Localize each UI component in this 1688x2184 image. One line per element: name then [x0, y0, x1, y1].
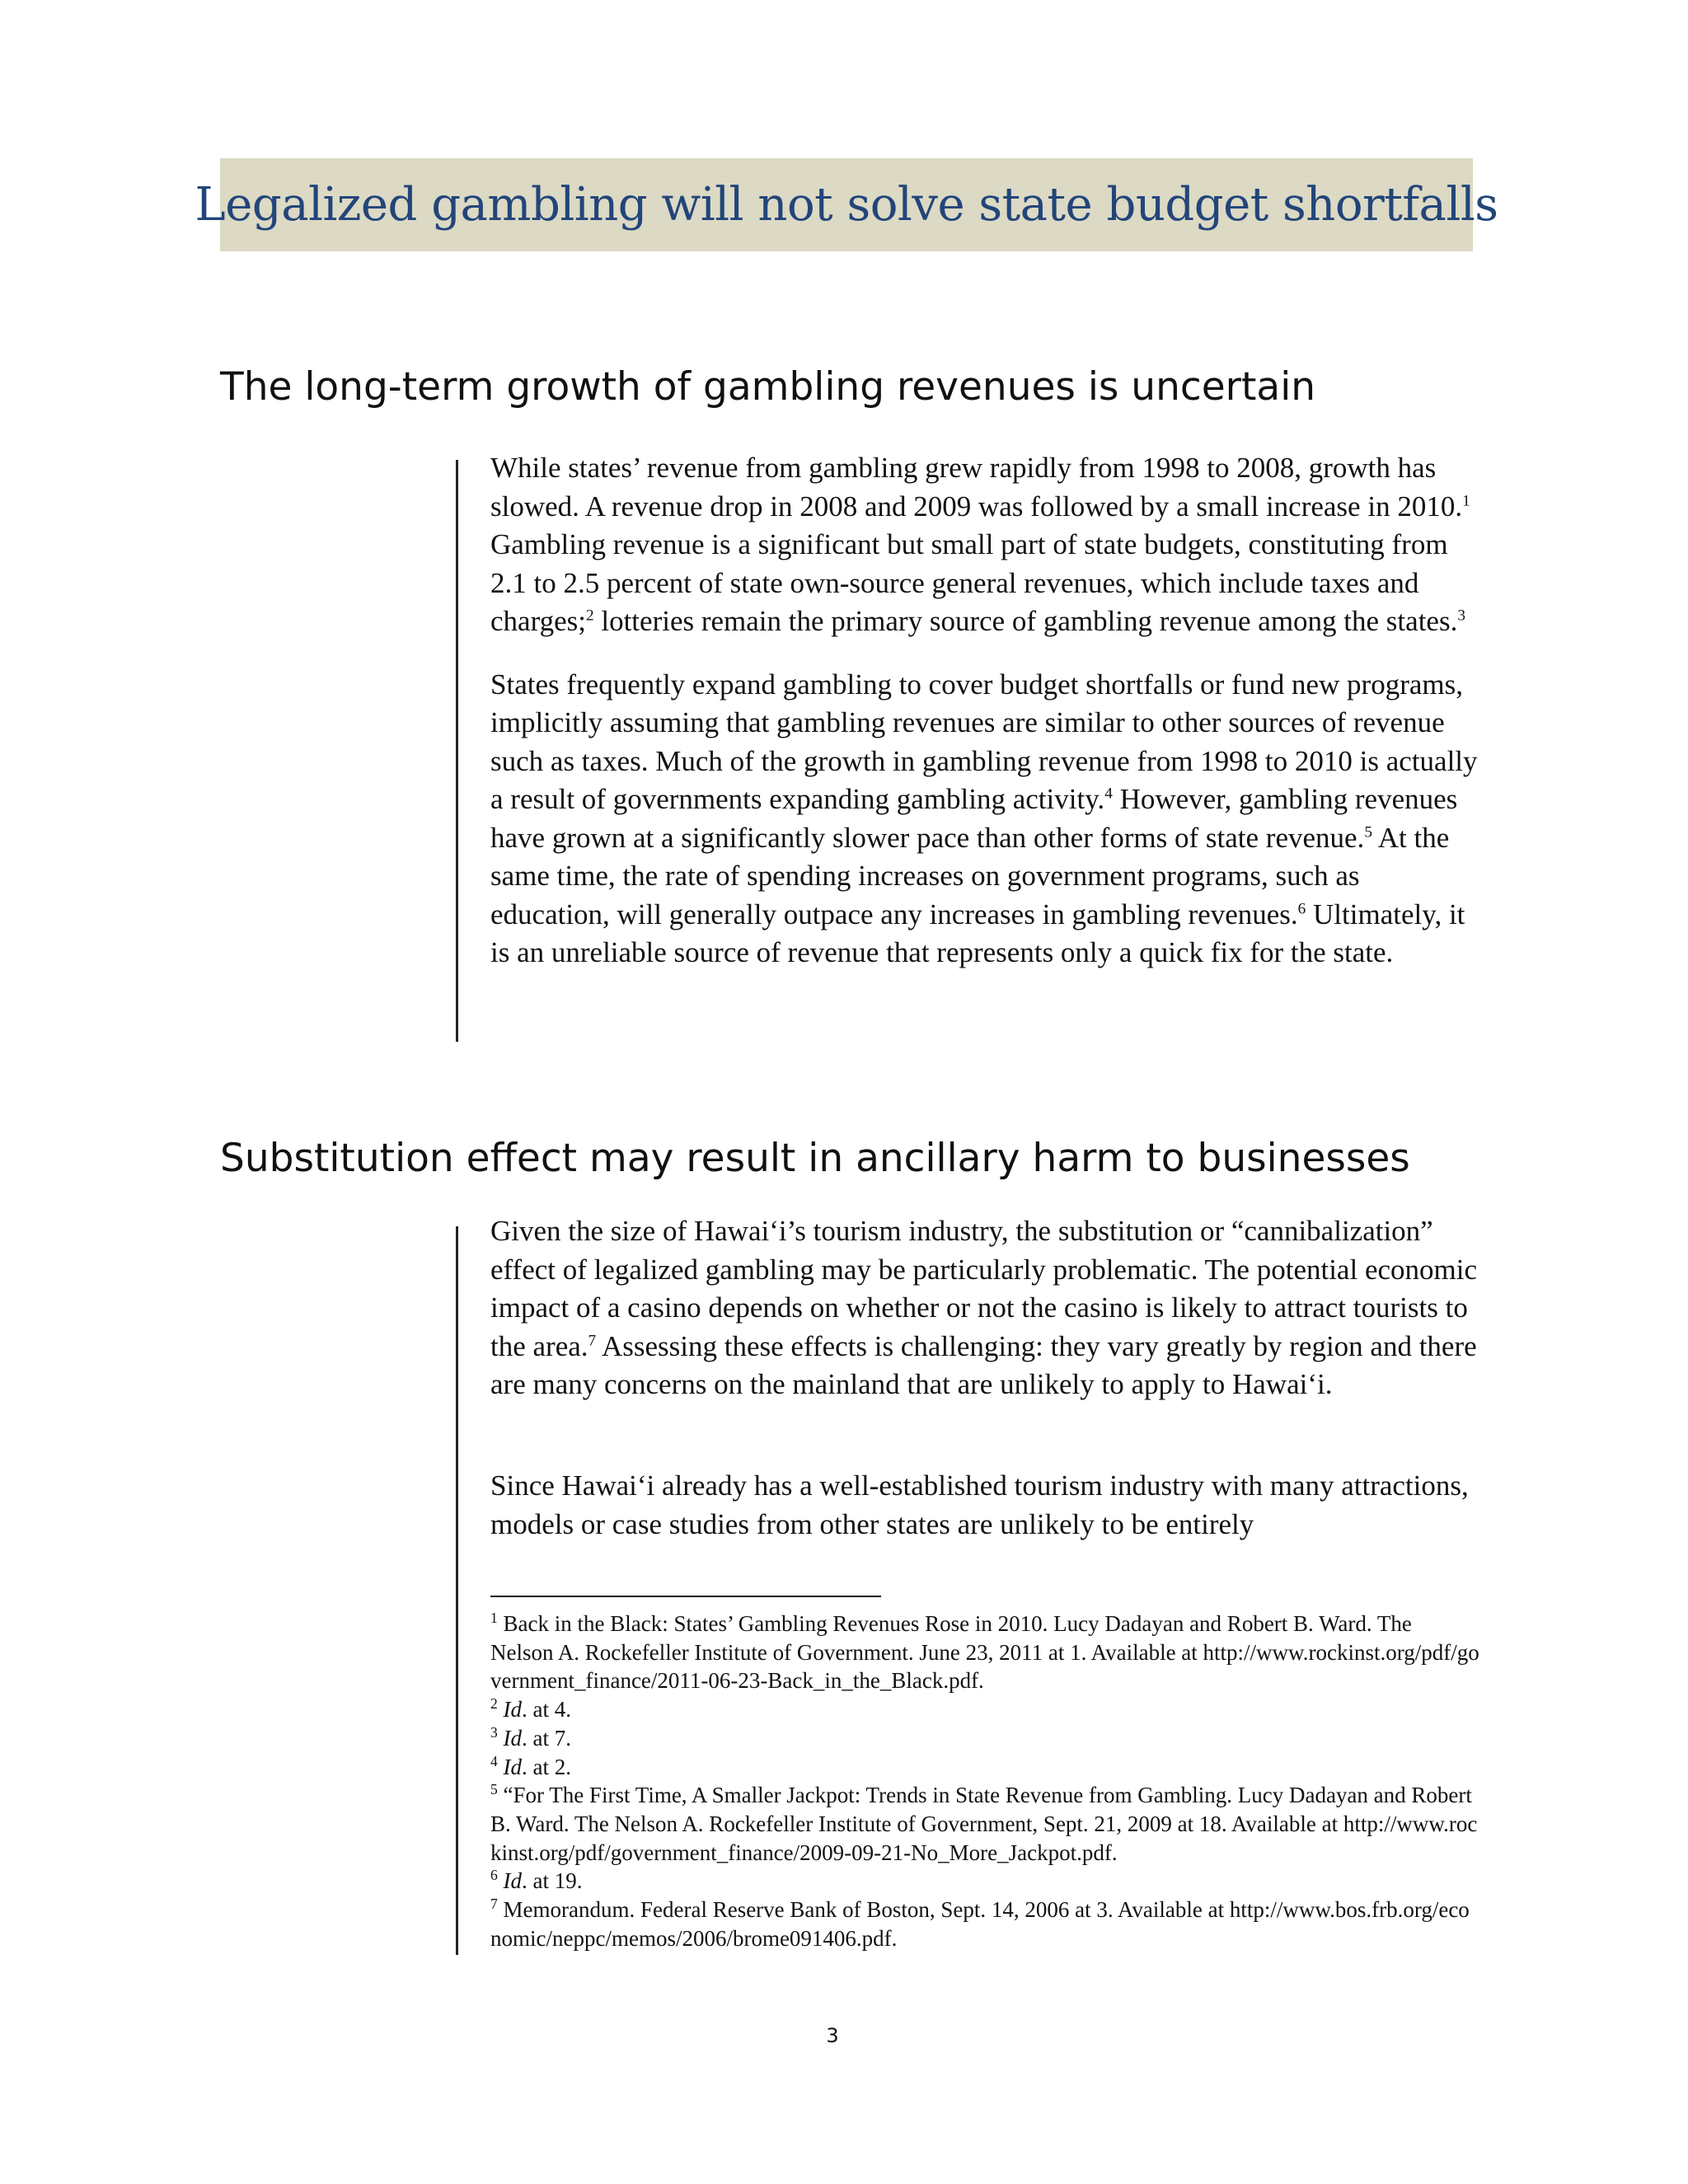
footnote-link[interactable]: http://www.rockinst.org/pdf/government_finance/2009-09-21-No_More_Jackpot.pdf.: [490, 1811, 1478, 1865]
footnote: $^1$ Back in the Black: States’ Gambling Revenues Rose in 2010. Lucy Dadayan and Robert B. Ward. The Nelson A. Rockefeller Institute of Government. June 23, 2011 at 1. Available at http://www.rockinst.org/pdf/government_finance/2011-06-23-Back_in_the_Black.pdf.: [490, 1610, 1479, 1694]
title-banner: [195, 158, 1498, 251]
section-2-vertical-rule: [456, 1226, 458, 1955]
section-2-body-continued: [490, 1467, 1479, 1568]
footnotes: [490, 1610, 1479, 1952]
footnote-ref[interactable]: 2: [585, 607, 594, 625]
paragraph: States frequently expand gambling to cover budget shortfalls or fund new programs, implicitly assuming that gambling revenues are similar to other sources of revenue such as taxes. Much of the growth in gambling revenue from 1998 to 2010 is actually a result of governments expanding gambling activity.$^4$ However, gambling revenues have grown at a significantly slower pace than other forms of state revenue.$^5$ At the same time, the rate of spending increases on government programs, such as education, will generally outpace any increases in gambling revenues.$^6$ Ultimately, it is an unreliable source of revenue that represents only a quick fix for the state.: [490, 668, 1478, 968]
footnote-ref[interactable]: 1: [1462, 491, 1470, 509]
footnote-link[interactable]: http://www.bos.frb.org/economic/neppc/memos/2006/brome091406.pdf.: [490, 1897, 1470, 1951]
footnote: $^4$ Id. at 2.: [490, 1752, 572, 1779]
footnote-ref[interactable]: 3: [1457, 607, 1465, 625]
footnote-ref[interactable]: 5: [1364, 823, 1372, 841]
footnote-link[interactable]: http://www.rockinst.org/pdf/government_finance/2011-06-23-Back_in_the_Black.pdf.: [490, 1639, 1479, 1694]
section-heading-gambling-revenue-growth: The long-term growth of gambling revenues is uncertain: [220, 364, 1316, 410]
paragraph: Since Hawai‘i already has a well-established tourism industry with many attractions, models or case studies from other states are unlikely to be entirely: [490, 1469, 1469, 1540]
footnote: $^3$ Id. at 7.: [490, 1723, 572, 1750]
section-1-vertical-rule: [456, 460, 458, 1042]
section-2-body: [490, 1212, 1479, 1429]
footnote-ref[interactable]: 6: [1297, 899, 1306, 917]
paragraph: While states’ revenue from gambling grew rapidly from 1998 to 2008, growth has slowed. A revenue drop in 2008 and 2009 was followed by a small increase in 2010.$^1$ Gambling revenue is a significant but small part of state budgets, constituting from 2.1 to 2.5 percent of state own-source general revenues, which include taxes and charges;$^2$ lotteries remain the primary source of gambling revenue among the states.$^3$: [490, 452, 1470, 637]
footnote: $^2$ Id. at 4.: [490, 1695, 572, 1722]
footnote: $^7$ Memorandum. Federal Reserve Bank of Boston, Sept. 14, 2006 at 3. Available at http://www.bos.frb.org/economic/neppc/memos/2006/brome091406.pdf.: [490, 1896, 1470, 1951]
footnote: $^5$ “For The First Time, A Smaller Jackpot: Trends in State Revenue from Gambling. Lucy Dadayan and Robert B. Ward. The Nelson A. Rockefeller Institute of Government, Sept. 21, 2009 at 18. Available at http://www.rockinst.org/pdf/government_finance/2009-09-21-No_More_Jackpot.pdf.: [490, 1781, 1478, 1865]
footnote: $^6$ Id. at 19.: [490, 1867, 583, 1894]
paragraph: Given the size of Hawai‘i’s tourism industry, the substitution or “cannibalization” effect of legalized gambling may be particularly problematic. The potential economic impact of a casino depends on whether or not the casino is likely to attract tourists to the area.$^7$ Assessing these effects is challenging: they vary greatly by region and there are many concerns on the mainland that are unlikely to apply to Hawai‘i.: [490, 1215, 1477, 1400]
footnote-ref[interactable]: 4: [1104, 785, 1113, 803]
page-number: 3: [826, 2024, 839, 2047]
footnote-ref[interactable]: 7: [588, 1331, 597, 1349]
section-heading-substitution-effect: Substitution effect may result in ancillary harm to businesses: [220, 1136, 1410, 1181]
section-1-body: [490, 449, 1479, 997]
document-title: Legalized gambling will not solve state budget shortfalls: [195, 178, 1498, 232]
footnote-divider: [490, 1596, 881, 1597]
